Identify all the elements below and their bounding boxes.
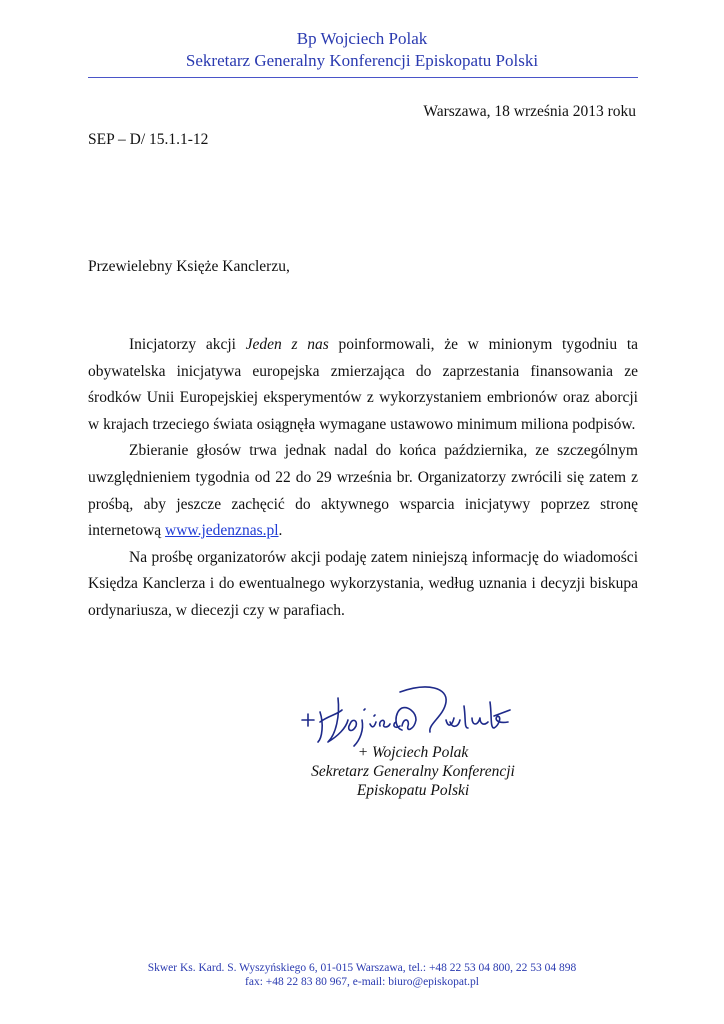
website-link[interactable]: www.jedenznas.pl xyxy=(165,522,279,540)
letter-body xyxy=(88,332,638,625)
campaign-name: Jeden z nas xyxy=(245,336,329,353)
footer-address: Skwer Ks. Kard. S. Wyszyńskiego 6, 01-015 Warszawa, tel.: +48 22 53 04 800, 22 53 04 898 xyxy=(147,962,577,974)
paragraph-3: Na prośbę organizatorów akcji podaję zatem niniejszą informację do wiadomości Księdza Kanclerza i do ewentualnego wykorzystania, według uznania i decyzji biskupa ordynariusza, w diecezji czy w parafiach. xyxy=(88,548,638,619)
paragraph-1: Inicjatorzy akcji Jeden z nas poinformowali, że w minionym tygodniu ta obywatelska inicjatywa europejska zmierzająca do zaprzestania finansowania ze środków Unii Europejskiej eksperymentów z wykorzystaniem embrionów oraz aborcji w krajach trzeciego świata osiągnęła wymagane ustawowo minimum miliona podpisów. xyxy=(88,336,638,433)
signatory-title: Sekretarz Generalny Konferencji xyxy=(311,763,515,780)
paragraph-2: Zbieranie głosów trwa jednak nadal do końca października, ze szczególnym uwzględnieniem tygodnia od 22 do 29 września br. Organizatorzy zwrócili się zatem z prośbą, aby jeszcze zachęcić do aktywnego wsparcia inicjatywy poprzez stronę internetową www.jedenznas.pl. xyxy=(88,442,638,540)
letterhead-divider xyxy=(88,77,638,78)
signature-block xyxy=(300,743,532,800)
letterhead-name: Bp Wojciech Polak xyxy=(296,29,428,48)
reference-number: SEP – D/ 15.1.1-12 xyxy=(88,131,209,148)
salutation: Przewielebny Księże Kanclerzu, xyxy=(88,258,290,275)
letterhead xyxy=(0,28,724,72)
footer-contact: fax: +48 22 83 80 967, e-mail: biuro@episkopat.pl xyxy=(245,976,479,988)
letter-date: Warszawa, 18 września 2013 roku xyxy=(423,103,636,120)
signatory-organization: Episkopatu Polski xyxy=(356,782,470,799)
letterhead-title: Sekretarz Generalny Konferencji Episkopatu Polski xyxy=(185,51,539,70)
signatory-name: + Wojciech Polak xyxy=(357,744,469,761)
letterhead-footer xyxy=(0,961,724,989)
